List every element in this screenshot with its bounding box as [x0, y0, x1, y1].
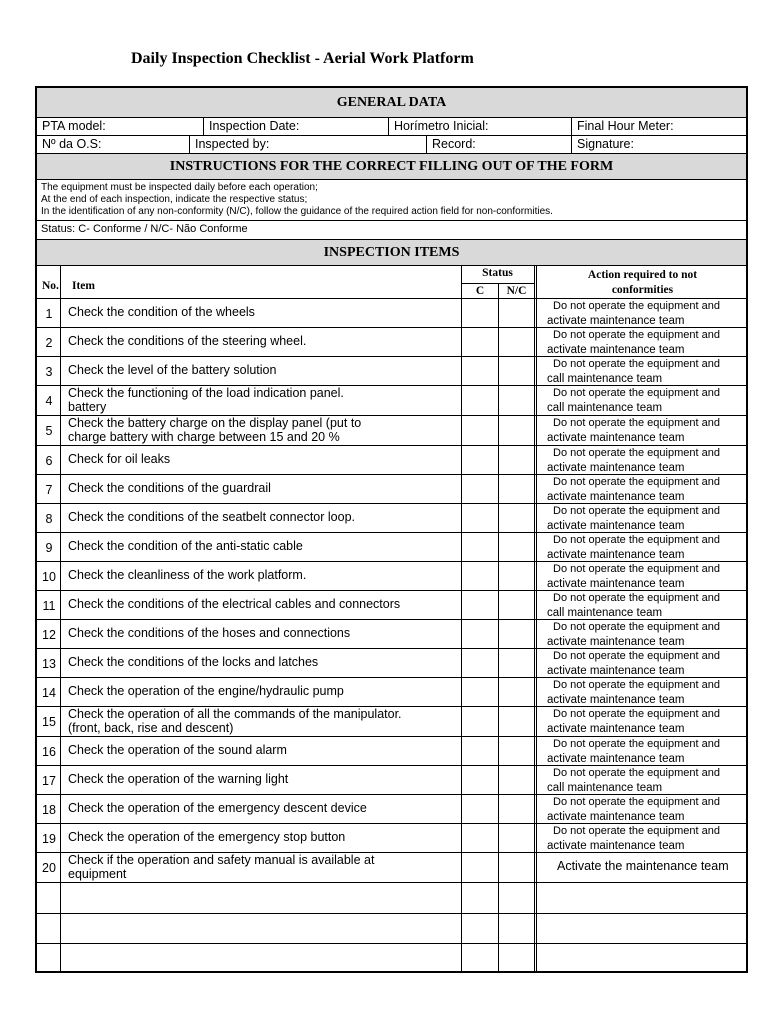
action-line-2: activate maintenance team [547, 314, 685, 327]
status-c-cell[interactable] [462, 649, 498, 677]
action-line-2: activate maintenance team [547, 431, 685, 444]
item-number: 7 [45, 482, 53, 497]
item-description: Check the level of the battery solution [68, 362, 277, 377]
status-nc-cell[interactable] [499, 446, 534, 474]
action-line-2: call maintenance team [547, 781, 663, 794]
status-c-cell[interactable] [462, 824, 498, 852]
general-data-heading: GENERAL DATA [37, 88, 746, 118]
action-line-2: activate maintenance team [547, 490, 685, 503]
item-description: Check the operation of the sound alarm [68, 742, 287, 757]
status-c-cell[interactable] [462, 678, 498, 706]
action-line-1: Do not operate the equipment and [553, 417, 720, 429]
instructions-heading: INSTRUCTIONS FOR THE CORRECT FILLING OUT OF THE FORM [37, 154, 746, 180]
item-number: 8 [45, 511, 53, 526]
general-data-row-2 [37, 136, 746, 154]
item-number: 2 [45, 335, 53, 350]
inspected-by-field[interactable]: Inspected by: [195, 137, 270, 151]
item-description: Check the battery charge on the display panel (put to [68, 416, 362, 430]
table-row [37, 737, 746, 766]
action-line-2: activate maintenance team [547, 461, 685, 474]
blank-row [37, 883, 746, 914]
status-nc-cell[interactable] [499, 795, 534, 823]
record-field[interactable]: Record: [432, 137, 476, 151]
status-c-cell[interactable] [462, 707, 498, 736]
action-line-2: activate maintenance team [547, 839, 685, 852]
action-line-1: Do not operate the equipment and [553, 796, 720, 808]
status-nc-cell[interactable] [499, 678, 534, 706]
column-header-nc: N/C [506, 285, 527, 297]
action-line-2: call maintenance team [547, 401, 663, 414]
action-line-2: activate maintenance team [547, 343, 685, 356]
status-c-cell[interactable] [462, 416, 498, 445]
status-nc-cell[interactable] [499, 707, 534, 736]
status-c-cell[interactable] [462, 299, 498, 327]
item-description-line-2: charge battery with charge between 15 and 20 % [68, 430, 340, 444]
item-number: 12 [42, 627, 56, 642]
action-line-1: Do not operate the equipment and [553, 505, 720, 517]
action-line-2: activate maintenance team [547, 810, 685, 823]
item-description: Check the operation of all the commands of the manipulator. [68, 707, 402, 721]
status-c-cell[interactable] [462, 386, 498, 415]
table-row [37, 533, 746, 562]
action-line-2: activate maintenance team [547, 519, 685, 532]
status-c-cell[interactable] [462, 795, 498, 823]
item-description: Check the conditions of the steering wheel. [68, 333, 307, 348]
horimetro-inicial-field[interactable]: Horímetro Inicial: [394, 119, 489, 133]
status-nc-cell[interactable] [499, 533, 534, 561]
table-row [37, 386, 746, 416]
status-c-cell[interactable] [462, 533, 498, 561]
instruction-line-1: The equipment must be inspected daily before each operation; [41, 182, 318, 193]
action-line-1: Do not operate the equipment and [553, 592, 720, 604]
action-text: Activate the maintenance team [557, 859, 729, 873]
item-description: Check the conditions of the seatbelt connector loop. [68, 509, 355, 524]
item-number: 20 [42, 861, 56, 875]
table-row [37, 678, 746, 707]
status-nc-cell[interactable] [499, 416, 534, 445]
status-c-cell[interactable] [462, 620, 498, 648]
item-number: 6 [45, 453, 53, 468]
status-c-cell[interactable] [462, 475, 498, 503]
item-number: 19 [42, 831, 56, 846]
action-line-2: activate maintenance team [547, 664, 685, 677]
item-description: Check the conditions of the guardrail [68, 480, 271, 495]
action-line-1: Do not operate the equipment and [553, 476, 720, 488]
status-nc-cell[interactable] [499, 504, 534, 532]
item-description-line-2: (front, back, rise and descent) [68, 721, 234, 735]
status-nc-cell[interactable] [499, 299, 534, 327]
table-row [37, 328, 746, 357]
general-data-row-1 [37, 118, 746, 136]
item-description: Check the operation of the warning light [68, 771, 289, 786]
column-header-action-2: conformities [611, 284, 674, 296]
blank-row [37, 944, 746, 971]
item-number: 1 [45, 306, 53, 321]
status-c-cell[interactable] [462, 591, 498, 619]
table-row [37, 795, 746, 824]
status-c-cell[interactable] [462, 446, 498, 474]
table-row [37, 475, 746, 504]
table-row [37, 299, 746, 328]
item-number: 18 [42, 802, 56, 817]
action-line-1: Do not operate the equipment and [553, 621, 720, 633]
status-legend-row [37, 221, 746, 240]
item-description: Check the condition of the anti-static cable [68, 538, 303, 553]
action-line-1: Do not operate the equipment and [553, 329, 720, 341]
pta-model-field[interactable]: PTA model: [42, 119, 106, 133]
action-line-1: Do not operate the equipment and [553, 825, 720, 837]
item-description: Check the conditions of the hoses and connections [68, 625, 351, 640]
action-line-2: activate maintenance team [547, 693, 685, 706]
table-row [37, 853, 746, 883]
instruction-line-3: In the identification of any non-conformity (N/C), follow the guidance of the required action field for non-conformities. [41, 206, 553, 217]
status-legend: Status: C- Conforme / N/C- Não Conforme [41, 223, 248, 235]
action-line-1: Do not operate the equipment and [553, 708, 720, 720]
action-line-2: call maintenance team [547, 372, 663, 385]
action-line-1: Do not operate the equipment and [553, 358, 720, 370]
column-header-c: C [475, 285, 485, 297]
item-number: 15 [42, 715, 56, 729]
status-c-cell[interactable] [462, 737, 498, 765]
item-number: 5 [45, 424, 53, 438]
item-number: 3 [45, 364, 53, 379]
status-nc-cell[interactable] [499, 591, 534, 619]
document-title: Daily Inspection Checklist - Aerial Work Platform [131, 50, 474, 67]
status-c-cell[interactable] [462, 328, 498, 356]
action-line-2: activate maintenance team [547, 577, 685, 590]
item-description: Check the functioning of the load indication panel. [68, 386, 344, 400]
table-row [37, 446, 746, 475]
table-row [37, 416, 746, 446]
item-description: Check the cleanliness of the work platform. [68, 567, 307, 582]
instructions-block [37, 180, 746, 221]
table-row [37, 766, 746, 795]
table-row [37, 504, 746, 533]
action-line-1: Do not operate the equipment and [553, 767, 720, 779]
action-line-1: Do not operate the equipment and [553, 563, 720, 575]
inspection-table-header [37, 266, 746, 299]
item-number: 13 [42, 656, 56, 671]
os-number-field[interactable]: Nº da O.S: [42, 137, 102, 151]
status-c-cell[interactable] [462, 357, 498, 385]
table-row [37, 649, 746, 678]
status-nc-cell[interactable] [499, 824, 534, 852]
table-row [37, 620, 746, 649]
action-line-1: Do not operate the equipment and [553, 650, 720, 662]
inspection-date-field[interactable]: Inspection Date: [209, 119, 300, 133]
status-nc-cell[interactable] [499, 562, 534, 590]
action-line-1: Do not operate the equipment and [553, 738, 720, 750]
column-header-action-1: Action required to not [587, 269, 698, 281]
status-nc-cell[interactable] [499, 649, 534, 677]
item-description: Check for oil leaks [68, 451, 171, 466]
item-description: Check the operation of the emergency stop button [68, 829, 346, 844]
inspection-items-heading: INSPECTION ITEMS [37, 240, 746, 266]
item-number: 14 [42, 685, 56, 700]
item-number: 17 [42, 773, 56, 788]
action-line-2: activate maintenance team [547, 722, 685, 735]
table-row [37, 824, 746, 853]
column-header-status: Status [482, 267, 513, 279]
action-line-2: call maintenance team [547, 606, 663, 619]
blank-row [37, 914, 746, 944]
status-nc-cell[interactable] [499, 328, 534, 356]
status-nc-cell[interactable] [499, 766, 534, 794]
status-c-cell[interactable] [462, 504, 498, 532]
item-description: Check the condition of the wheels [68, 304, 255, 319]
status-nc-cell[interactable] [499, 475, 534, 503]
action-line-1: Do not operate the equipment and [553, 679, 720, 691]
final-hour-meter-field[interactable]: Final Hour Meter: [577, 119, 674, 133]
status-nc-cell[interactable] [499, 357, 534, 385]
item-number: 9 [45, 540, 53, 555]
action-line-2: activate maintenance team [547, 635, 685, 648]
action-line-1: Do not operate the equipment and [553, 534, 720, 546]
status-nc-cell[interactable] [499, 737, 534, 765]
status-c-cell[interactable] [462, 562, 498, 590]
item-number: 16 [42, 744, 56, 759]
status-c-cell[interactable] [462, 766, 498, 794]
status-nc-cell[interactable] [499, 853, 534, 882]
table-row [37, 591, 746, 620]
action-line-1: Do not operate the equipment and [553, 447, 720, 459]
table-row [37, 357, 746, 386]
action-line-1: Do not operate the equipment and [553, 387, 720, 399]
item-number: 10 [42, 569, 56, 584]
action-line-2: activate maintenance team [547, 548, 685, 561]
item-description: Check the conditions of the locks and latches [68, 654, 319, 669]
instruction-line-2: At the end of each inspection, indicate the respective status; [41, 194, 308, 205]
item-description: Check the operation of the emergency descent device [68, 800, 367, 815]
item-description: Check if the operation and safety manual is available at [68, 853, 375, 867]
column-header-item: Item [72, 280, 95, 292]
action-line-1: Do not operate the equipment and [553, 300, 720, 312]
action-line-2: activate maintenance team [547, 752, 685, 765]
checklist-form [35, 86, 748, 973]
item-description: Check the operation of the engine/hydraulic pump [68, 683, 344, 698]
item-description: Check the conditions of the electrical cables and connectors [68, 596, 401, 611]
column-header-no: No. [42, 280, 59, 292]
item-number: 11 [42, 598, 56, 613]
table-row [37, 707, 746, 737]
signature-field[interactable]: Signature: [577, 137, 634, 151]
status-nc-cell[interactable] [499, 386, 534, 415]
table-row [37, 562, 746, 591]
status-c-cell[interactable] [462, 853, 498, 882]
item-description-line-2: equipment [68, 867, 127, 881]
item-number: 4 [45, 394, 53, 408]
status-nc-cell[interactable] [499, 620, 534, 648]
item-description-line-2: battery [68, 400, 107, 414]
